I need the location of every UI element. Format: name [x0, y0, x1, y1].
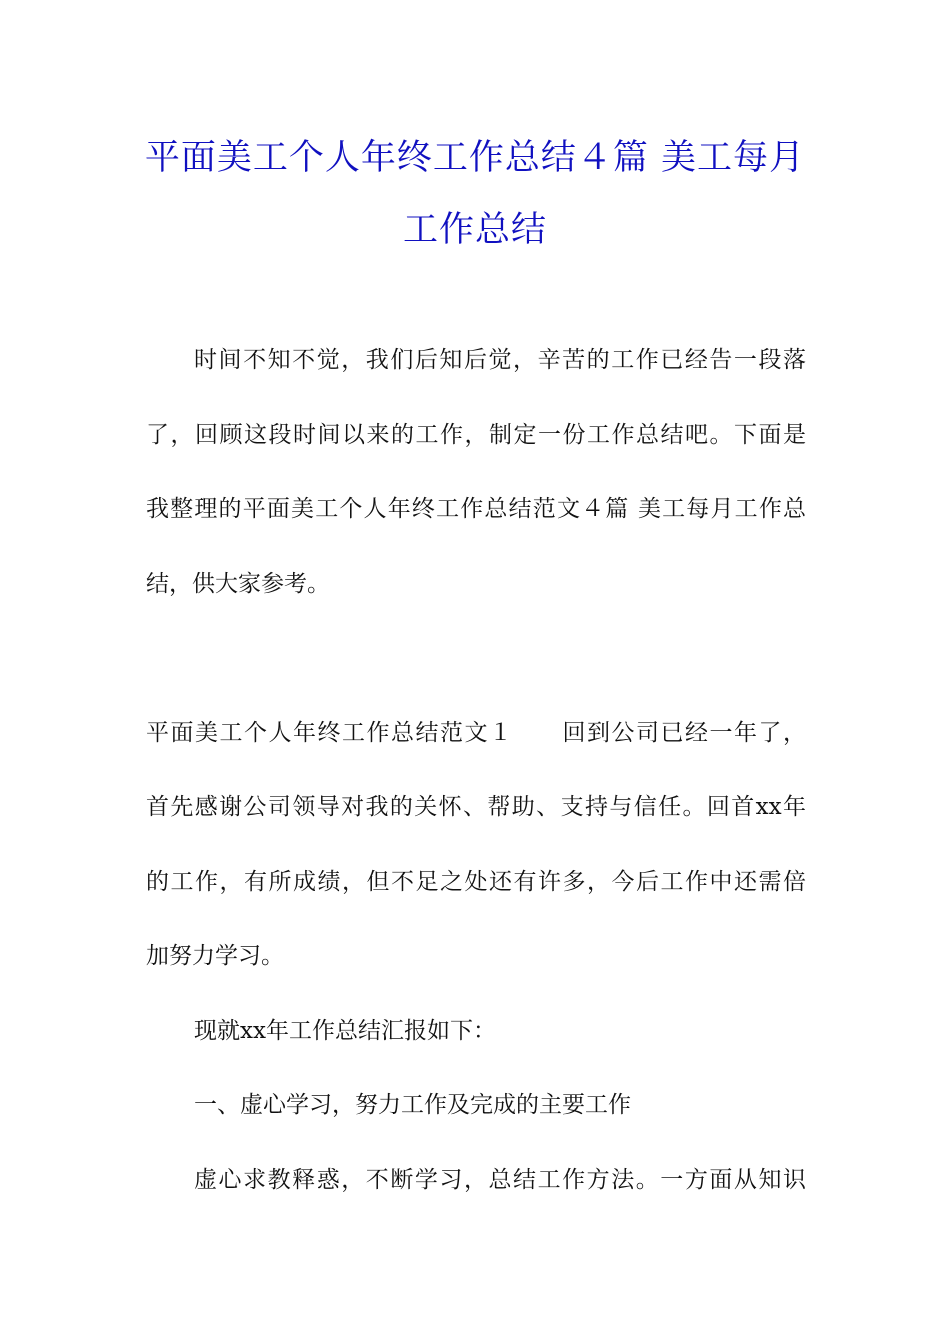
paragraph-intro-line-2: 了，回顾这段时间以来的工作，制定一份工作总结吧。下面是: [146, 422, 806, 448]
paragraph-intro-line-4: 结，供大家参考。: [146, 571, 330, 597]
paragraph-intro-line-1: 时间不知不觉，我们后知后觉，辛苦的工作已经告一段落: [194, 347, 806, 373]
paragraph-sample-line-3: 的工作，有所成绩，但不足之处还有许多，今后工作中还需倍: [146, 869, 806, 895]
paragraph-section-1-line-1: 虚心求教释惑，不断学习，总结工作方法。一方面从知识: [194, 1167, 806, 1193]
paragraph-report-intro: 现就xx年工作总结汇报如下：: [194, 1018, 496, 1044]
paragraph-sample-line-2: 首先感谢公司领导对我的关怀、帮助、支持与信任。回首xx年: [146, 794, 806, 820]
paragraph-sample-line-1: 平面美工个人年终工作总结范文１ 回到公司已经一年了，: [146, 720, 806, 746]
paragraph-sample-line-4: 加努力学习。: [146, 943, 284, 969]
section-heading-1: 一、虚心学习，努力工作及完成的主要工作: [194, 1092, 631, 1118]
document-title-line-1: 平面美工个人年终工作总结４篇 美工每月: [144, 138, 806, 178]
document-title-line-2: 工作总结: [402, 210, 547, 250]
paragraph-intro-line-3: 我整理的平面美工个人年终工作总结范文４篇 美工每月工作总: [146, 496, 806, 522]
